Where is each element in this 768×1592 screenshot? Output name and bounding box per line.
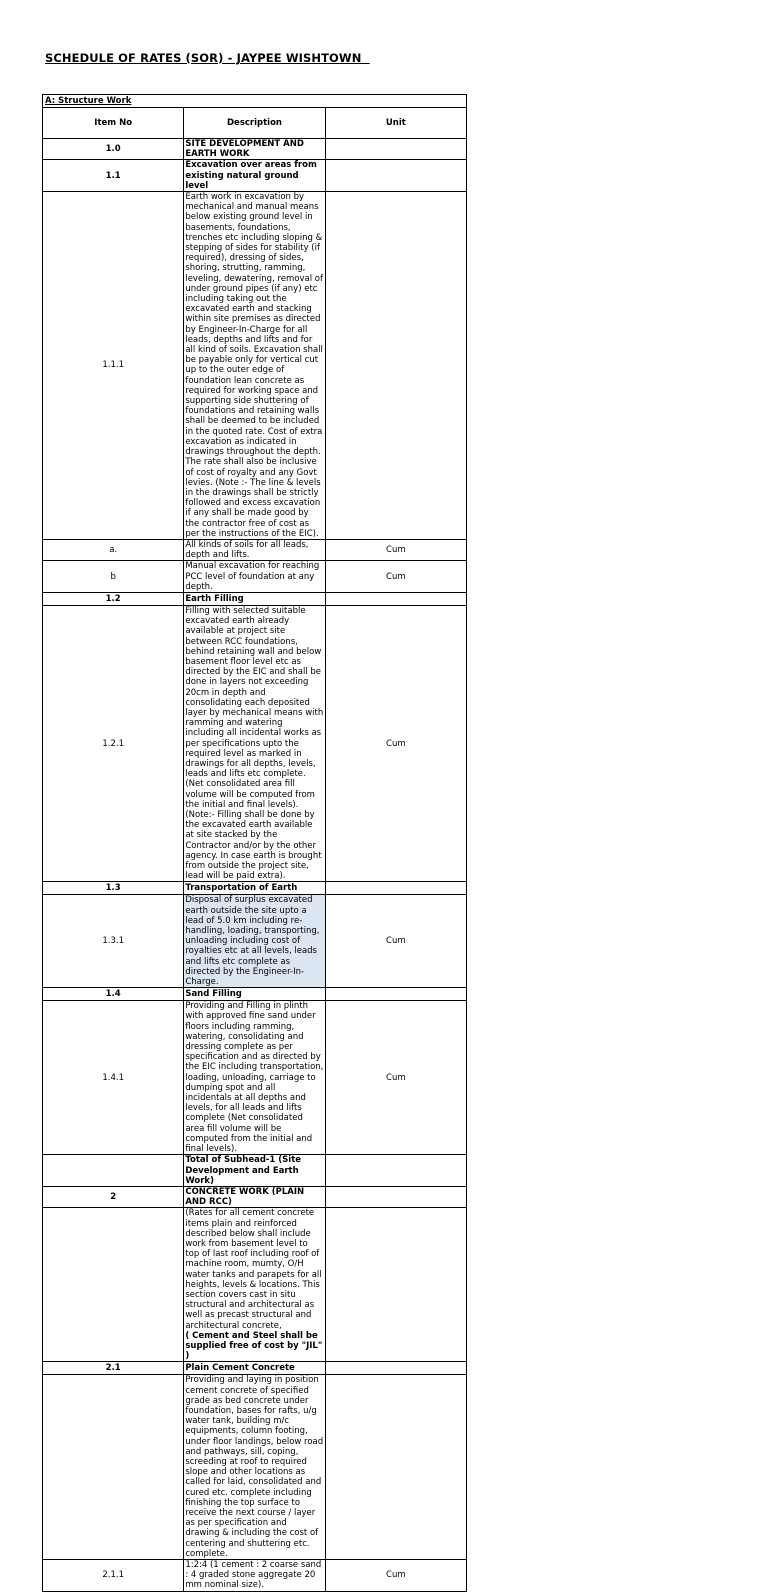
item-no: 2.1: [43, 1362, 184, 1375]
item-unit: [325, 160, 466, 192]
table-row: [43, 1155, 467, 1187]
item-description: All kinds of soils for all leads, depth and lifts.: [184, 539, 325, 560]
item-unit: [325, 139, 466, 160]
item-no: b: [43, 561, 184, 593]
subtotal-label: Total of Subhead-1 (Site Development and Earth Work): [184, 1155, 325, 1187]
table-row: [43, 561, 467, 593]
table-row: [43, 882, 467, 895]
item-description-text: (Rates for all cement concrete items plain and reinforced described below shall include work from basement level to top of last roof including roof of machine room, mumty, O/H water tanks and parapets for all heights, levels & locations. This section covers cast in situ structural and architectural as well as precast structural and architectural concrete,: [185, 1208, 322, 1331]
item-no: 1.1.1: [43, 192, 184, 540]
item-description: SITE DEVELOPMENT AND EARTH WORK: [184, 139, 325, 160]
item-description: Providing and laying in position cement concrete of specified grade as bed concrete under foundation, bases for rafts, u/g water tank, building m/c equipments, column footing, under floor landings, below road and pathways, sill, coping, screeding at roof to required slope and other locations as called for laid, consolidated and cured etc. complete including finishing the top surface to receive the next course / layer as per specification and drawing & including the cost of centering and shuttering etc. complete.: [185, 1375, 324, 1559]
item-unit: [325, 1155, 466, 1187]
section-header: A: Structure Work: [43, 95, 467, 108]
table-row: [43, 1208, 467, 1362]
table-row: [43, 988, 467, 1001]
item-no: [43, 1155, 184, 1187]
item-description: Disposal of surplus excavated earth outside the site upto a lead of 5.0 km including re-handling, loading, transporting, unloading including cost of royalties etc at all levels, leads and lifts etc complete as directed by the Engineer-In-Charge.: [184, 895, 325, 988]
item-no: [43, 1375, 184, 1560]
item-no: 1.2: [43, 592, 184, 605]
table-row: [43, 1375, 467, 1560]
item-unit: [325, 988, 466, 1001]
item-unit: [325, 592, 466, 605]
item-description: Plain Cement Concrete: [184, 1362, 325, 1375]
item-no: a.: [43, 539, 184, 560]
table-row: [43, 605, 467, 881]
item-description: Sand Filling: [184, 988, 325, 1001]
item-no: [43, 1208, 184, 1362]
item-description: Manual excavation for reaching PCC level of foundation at any depth.: [184, 561, 325, 593]
item-description: Excavation over areas from existing natural ground level: [184, 160, 325, 192]
item-unit: Cum: [325, 561, 466, 593]
item-no: 1.3.1: [43, 895, 184, 988]
item-unit: Cum: [325, 605, 466, 881]
schedule-table: [42, 94, 467, 1592]
table-row: [43, 895, 467, 988]
item-no: 1.2.1: [43, 605, 184, 881]
table-row: [43, 1362, 467, 1375]
item-unit: [325, 192, 466, 540]
table-row: [43, 539, 467, 560]
item-no: 1.3: [43, 882, 184, 895]
item-no: 2: [43, 1186, 184, 1207]
item-description: CONCRETE WORK (PLAIN AND RCC): [184, 1186, 325, 1207]
item-no: 1.4.1: [43, 1001, 184, 1155]
item-no: 1.1: [43, 160, 184, 192]
table-row: [43, 139, 467, 160]
item-description: [184, 1208, 325, 1362]
header-unit: Unit: [325, 108, 466, 139]
table-row: [43, 192, 467, 540]
item-unit: [325, 1186, 466, 1207]
item-description-note: ( Cement and Steel shall be supplied free of cost by "JIL" ): [185, 1330, 323, 1362]
table-row: [43, 160, 467, 192]
item-description: Earth Filling: [184, 592, 325, 605]
item-description: 1:2:4 (1 cement : 2 coarse sand : 4 graded stone aggregate 20 mm nominal size).: [184, 1560, 325, 1592]
item-unit: [325, 1362, 466, 1375]
item-unit: Cum: [325, 895, 466, 988]
item-description: Filling with selected suitable excavated earth already available at project site between RCC foundations, behind retaining wall and below basement floor level etc as directed by the EIC and shall be done in layers not exceeding 20cm in depth and consolidating each deposited layer by mechanical means with ramming and watering including all incidental works as per specifications upto the required level as marked in drawings for all depths, levels, leads and lifts etc complete. (Net consolidated area fill volume will be computed from the initial and final levels). (Note:- Filling shall be done by the excavated earth available at site stacked by the Contractor and/or by the other agency. In case earth is brought from outside the project site, lead will be paid extra).: [185, 605, 324, 882]
item-unit: [325, 1208, 466, 1362]
item-unit: [325, 882, 466, 895]
header-description: Description: [184, 108, 325, 139]
table-row: [43, 1560, 467, 1592]
item-description: Earth work in excavation by mechanical and manual means below existing ground level in basements, foundations, trenches etc including sloping & stepping of sides for stability (if required), dressing of sides, shoring, strutting, ramming, leveling, dewatering, removal of under ground pipes (if any) etc including taking out the excavated earth and stacking within site premises as directed by Engineer-In-Charge for all leads, depths and lifts and for all kind of soils. Excavation shall be payable only for vertical cut up to the outer edge of foundation lean concrete as required for working space and supporting side shuttering of foundations and retaining walls shall be deemed to be included in the quoted rate. Cost of extra excavation as indicated in drawings throughout the depth. The rate shall also be inclusive of cost of royalty and any Govt levies. (Note :- The line & levels in the drawings shall be strictly followed and excess excavation if any shall be made good by the contractor free of cost as per the instructions of the EIC).: [184, 192, 325, 540]
item-description: Providing and Filling in plinth with approved fine sand under floors including ramming, watering, consolidating and dressing complete as per specification and as directed by the EIC including transportation, loading, unloading, carriage to dumping spot and all incidentals at all depths and levels, for all leads and lifts complete (Net consolidated area fill volume will be computed from the initial and final levels).: [185, 1001, 324, 1155]
table-row: [43, 1186, 467, 1207]
page-title: SCHEDULE OF RATES (SOR) - JAYPEE WISHTOWN: [45, 51, 370, 65]
item-unit: Cum: [325, 539, 466, 560]
header-item-no: Item No: [43, 108, 184, 139]
item-no: 2.1.1: [43, 1560, 184, 1592]
table-row: [43, 592, 467, 605]
item-no: 1.0: [43, 139, 184, 160]
item-description: Transportation of Earth: [184, 882, 325, 895]
item-unit: Cum: [325, 1560, 466, 1592]
item-no: 1.4: [43, 988, 184, 1001]
item-unit: [325, 1375, 466, 1560]
item-unit: Cum: [325, 1001, 466, 1155]
